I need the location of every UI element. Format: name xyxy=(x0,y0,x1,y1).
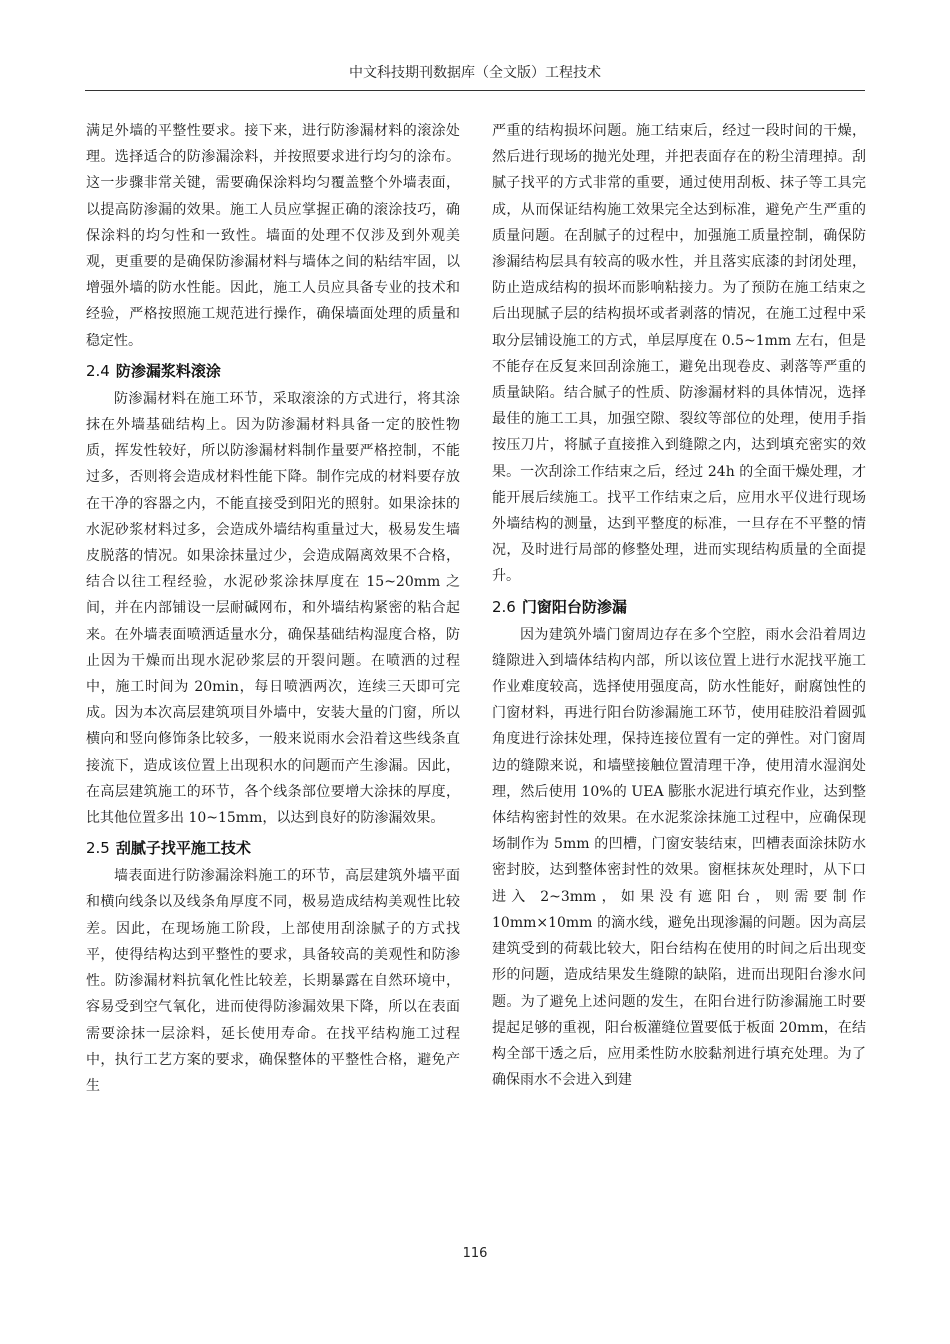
section-title: 门窗阳台防渗漏 xyxy=(521,597,627,616)
section-heading-2-6 xyxy=(492,590,866,622)
section-title: 刮腻子找平施工技术 xyxy=(115,839,251,858)
section-number: 2.4 xyxy=(86,361,110,380)
right-paragraph-1: 严重的结构损坏问题。施工结束后，经过一段时间的干燥，然后进行现场的抛光处理，并把表面存在的粉尘清理掉。刮腻子找平的方式非常的重要，通过使用刮板、抹子等工具完成，从而保证结构施工效果完全达到标准，避免产生严重的质量问题。在刮腻子的过程中，加强施工质量控制，确保防渗漏结构层具有较高的吸水性，并且落实底漆的封闭处理，防止造成结构的损坏而影响粘接力。为了预防在施工结束之后出现腻子层的结构损坏或者剥落的情况，在施工过程中采取分层铺设施工的方式，单层厚度在 0.5~1mm 左右，但是不能存在反复来回刮涂施工，避免出现卷皮、剥落等严重的质量缺陷。结合腻子的性质、防渗漏材料的具体情况，选择最佳的施工工具，加强空隙、裂纹等部位的处理，使用手指按压刀片，将腻子直接推入到缝隙之内，达到填充密实的效果。一次刮涂工作结束之后，经过 24h 的全面干燥处理，才能开展后续施工。找平工作结束之后，应用水平仪进行现场外墙结构的测量，达到平整度的标准，一旦存在不平整的情况，及时进行局部的修整处理，进而实现结构质量的全面提升。 xyxy=(492,123,866,585)
section-title: 防渗漏浆料滚涂 xyxy=(115,361,221,380)
right-column xyxy=(492,118,866,1093)
left-paragraph-2: 防渗漏材料在施工环节，采取滚涂的方式进行，将其涂抹在外墙基础结构上。因为防渗漏材料具备一定的胶性物质，挥发性较好，所以防渗漏材料制作量要严格控制，不能过多，否则将会造成材料性能下降。制作完成的材料要存放在干净的容器之内，不能直接受到阳光的照射。如果涂抹的水泥砂浆材料过多，会造成外墙结构重量过大，极易发生墙皮脱落的情况。如果涂抹量过少，会造成隔离效果不合格，结合以往工程经验，水泥砂浆涂抹厚度在 15~20mm 之间，并在内部铺设一层耐碱网布，和外墙结构紧密的粘合起来。在外墙表面喷洒适量水分，确保基础结构湿度合格，防止因为干燥而出现水泥砂浆层的开裂问题。在喷洒的过程中，施工时间为 20min，每日喷洒两次，连续三天即可完成。因为本次高层建筑项目外墙中，安装大量的门窗，所以横向和竖向修饰条比较多，一般来说雨水会沿着这些线条直接流下，造成该位置上出现积水的问题而产生渗漏。因此，在高层建筑施工的环节，各个线条部位要增大涂抹的厚度，比其他位置多出 10~15mm，以达到良好的防渗漏效果。 xyxy=(86,390,460,827)
left-paragraph-3: 墙表面进行防渗漏涂料施工的环节，高层建筑外墙平面和横向线条以及线条角厚度不同，极易造成结构美观性比较差。因此，在现场施工阶段，上部使用刮涂腻子的方式找平，使得结构达到平整性的要求，具备较高的美观性和防渗性。防渗漏材料抗氧化性比较差，长期暴露在自然环境中，容易受到空气氧化，进而使得防渗漏效果下降，所以在表面需要涂抹一层涂料，延长使用寿命。在找平结构施工过程中，执行工艺方案的要求，确保整体的平整性合格，避免产生 xyxy=(86,868,460,1094)
left-paragraph-1: 满足外墙的平整性要求。接下来，进行防渗漏材料的滚涂处理。选择适合的防渗漏涂料，并按照要求进行均匀的涂布。这一步骤非常关键，需要确保涂料均匀覆盖整个外墙表面，以提高防渗漏的效果。施工人员应掌握正确的滚涂技巧，确保涂料的均匀性和一致性。墙面的处理不仅涉及到外观美观，更重要的是确保防渗漏材料与墙体之间的粘结牢固，以增强外墙的防水性能。因此，施工人员应具备专业的技术和经验，严格按照施工规范进行操作，确保墙面处理的质量和稳定性。 xyxy=(86,123,460,349)
section-number: 2.5 xyxy=(86,839,110,858)
section-number: 2.6 xyxy=(492,597,516,616)
journal-header: 中文科技期刊数据库（全文版）工程技术 xyxy=(85,62,865,91)
section-heading-2-5 xyxy=(86,831,460,863)
left-column xyxy=(86,118,460,1099)
page-number: 116 xyxy=(462,1246,488,1261)
section-heading-2-4 xyxy=(86,354,460,386)
right-paragraph-2: 因为建筑外墙门窗周边存在多个空腔，雨水会沿着周边缝隙进入到墙体结构内部，所以该位置上进行水泥找平施工作业难度较高，选择使用强度高，防水性能好，耐腐蚀性的门窗材料，再进行阳台防渗漏施工环节，使用硅胶沿着圆弧角度进行涂抹处理，保持连接位置有一定的弹性。对门窗周边的缝隙来说，和墙壁接触位置清理干净，使用清水湿润处理，然后使用 10%的 UEA 膨胀水泥进行填充作业，达到整体结构密封性的效果。在水泥浆涂抹施工过程中，应确保现场制作为 5mm 的凹槽，门窗安装结束，凹槽表面涂抹防水密封胶，达到整体密封性的效果。窗框抹灰处理时，从下口进入 2~3mm，如果没有遮阳台，则需要制作 10mm×10mm 的滴水线，避免出现渗漏的问题。因为高层建筑受到的荷载比较大，阳台结构在使用的时间之后出现变形的问题，造成结果发生缝隙的缺陷，进而出现阳台渗水问题。为了避免上述问题的发生，在阳台进行防渗漏施工时要提起足够的重视，阳台板灌缝位置要低于板面 20mm，在结构全部干透之后，应用柔性防水胶黏剂进行填充处理。为了确保雨水不会进入到建 xyxy=(492,626,866,1089)
